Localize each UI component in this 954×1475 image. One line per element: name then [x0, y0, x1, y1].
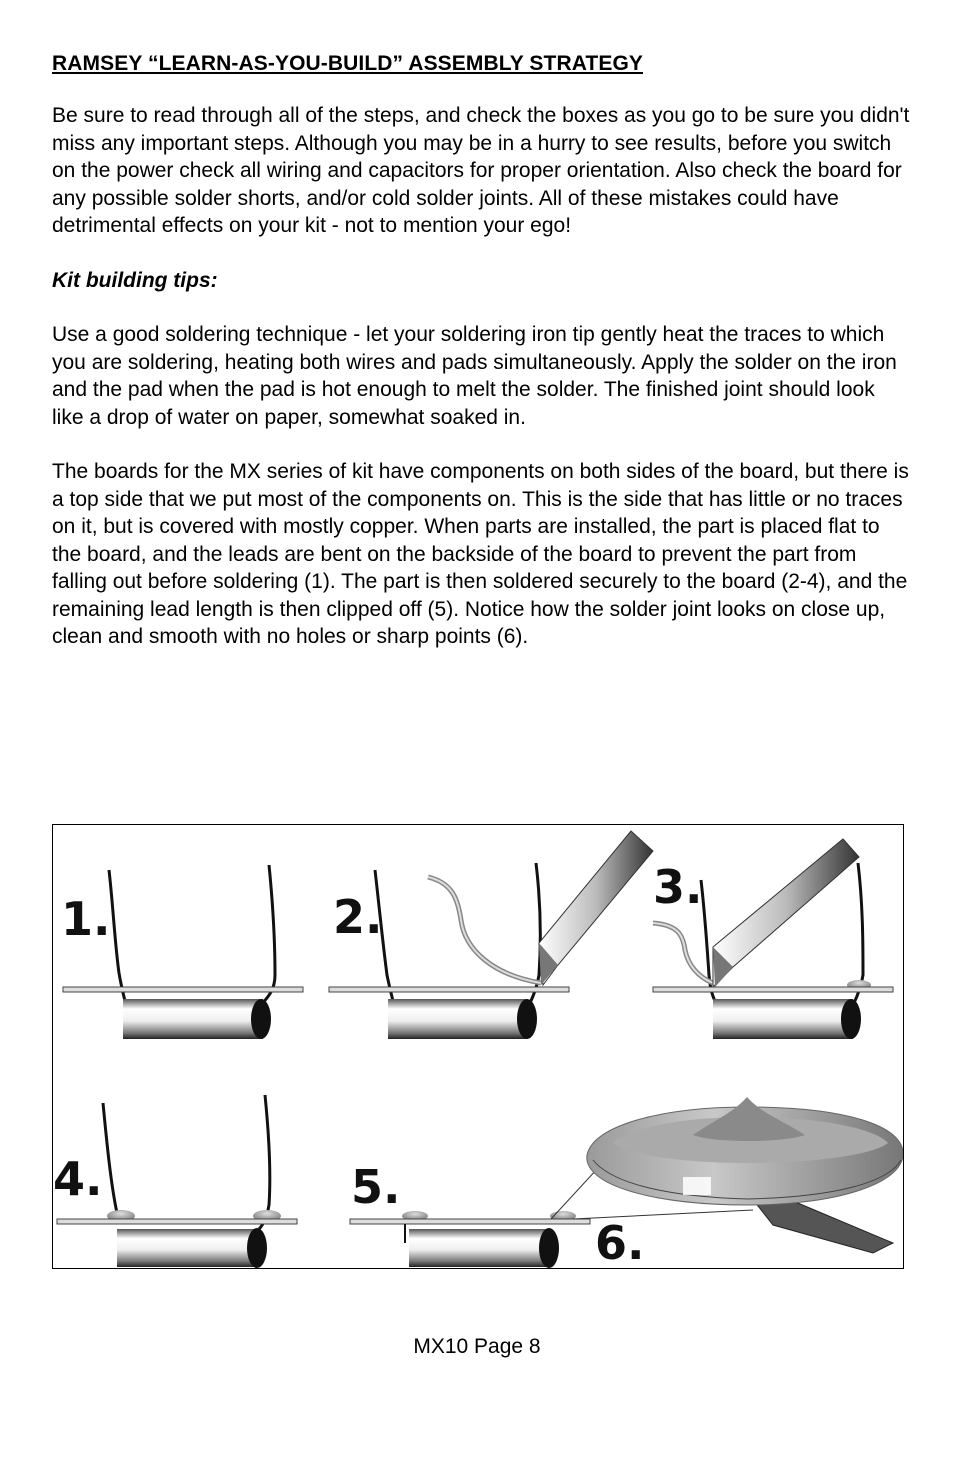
soldering-steps-figure [52, 824, 904, 1269]
step-3-label: 3. [653, 860, 703, 914]
step-5-label: 5. [351, 1160, 401, 1214]
page-footer: MX10 Page 8 [413, 1335, 541, 1358]
tips-heading: Kit building tips: [52, 268, 218, 292]
board-assembly-paragraph: The boards for the MX series of kit have components on both sides of the board, but there is a top side that we put most of the components on. This is the side that has little or no traces on it, but is covered with mostly copper. When parts are installed, the part is placed flat to the board, and the leads are bent on the backside of the board to prevent the part from falling out before soldering (1). The part is then soldered securely to the board (2-4), and the remaining lead length is then clipped off (5). Notice how the solder joint looks on close up, clean and smooth with no holes or sharp points (6). [52, 460, 909, 648]
step-1-label: 1. [61, 892, 111, 946]
intro-paragraph: Be sure to read through all of the steps, and check the boxes as you go to be sure you didn't miss any important steps. Although you may be in a hurry to see results, before you switch on the power check all wiring and capacitors for proper orientation. Also check the board for any possible solder shorts, and/or cold solder joints. All of these mistakes could have detrimental effects on your kit - not to mention your ego! [52, 104, 910, 237]
step-4-label: 4. [53, 1152, 103, 1206]
page-heading: RAMSEY “LEARN-AS-YOU-BUILD” ASSEMBLY STRATEGY [52, 52, 643, 75]
document-body [52, 52, 912, 678]
step-2-label: 2. [333, 890, 383, 944]
soldering-tip-paragraph: Use a good soldering technique - let your soldering iron tip gently heat the traces to which you are soldering, heating both wires and pads simultaneously. Apply the solder on the iron and the pad when the pad is hot enough to melt the solder. The finished joint should look like a drop of water on paper, somewhat soaked in. [52, 323, 897, 429]
step-6-label: 6. [595, 1216, 645, 1268]
